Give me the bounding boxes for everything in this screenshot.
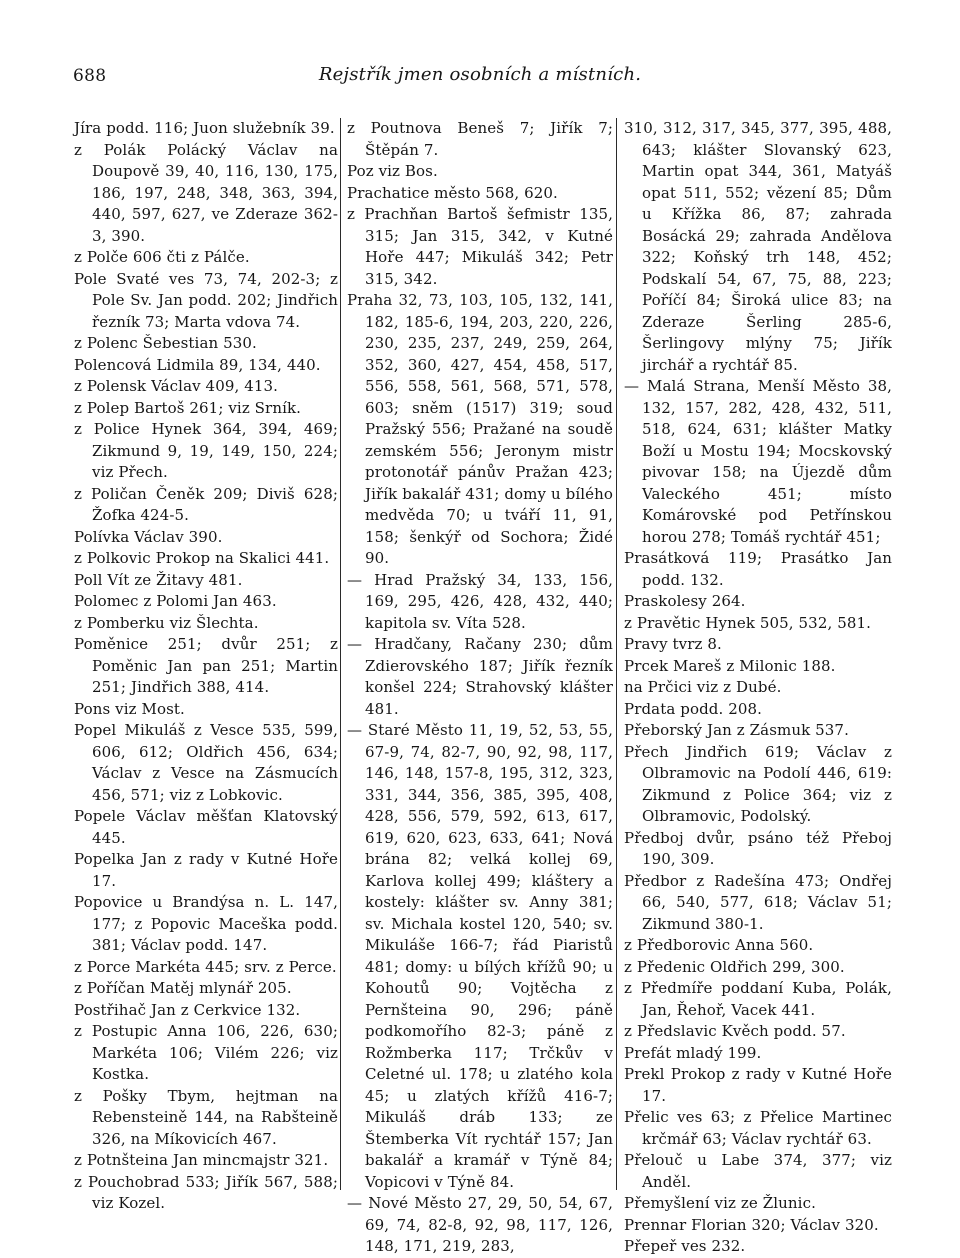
index-entry: Prcek Mareš z Milonic 188. bbox=[624, 656, 836, 675]
index-entry: z Poličan Čeněk 209; Diviš 628; Žofka 424-5. bbox=[74, 484, 338, 524]
index-entry: — Staré Město 11, 19, 52, 53, 55, 67-9, 74, 82-7, 90, 92, 98, 117, 146, 148, 157-8, 195, 312, 323, 331, 344, 356, 385, 395, 408, 428, 556, 579, 592, 613, 617, 619, 620, 623, 633, 641; Nová brána 82; velká kollej 69, Karlova kollej 499; kláštery a kostely: klášter sv. Anny 381; sv. Michala kostel 120, 540; sv. Mikuláše 166-7; řád Piaristů 481; domy: u bílých křížů 90; u Kohoutů 90; Vojtěcha z Pernšteina 90, 296; páně podkomořího 82-3; páně z Rožmberka 117; Trčkův v Celetné ul. 178; u zlatého kola 45; u zlatých křížů 416-7; Mikuláš dráb 133; ze Štemberka Vít rychtář 157; Jan bakalář a kramář v Týně 84; Vopicovi v Týně 84. bbox=[347, 721, 613, 1191]
column-rule-1 bbox=[340, 118, 341, 1190]
index-entry: 310, 312, 317, 345, 377, 395, 488, 643; klášter Slovanský 623, Martin opat 344, 361, Matyáš opat 511, 552; vězení 85; Dům u Křížka 86, 87; zahrada Bosácká 29; zahrada Andělova 322; Koňský trh 148, 452; Podskalí 54, 67, 75, 88, 223; Poříčí 84; Široká ulice 83; na Zderaze Šerling 285-6, Šerlingovy mlýny 75; Jiřík jirchář a rychtář 85. bbox=[624, 119, 892, 374]
index-entry: z Pravětic Hynek 505, 532, 581. bbox=[624, 613, 872, 632]
index-entry: Pole Svaté ves 73, 74, 202-3; z Pole Sv. Jan podd. 202; Jindřich řezník 73; Marta vdova 74. bbox=[74, 269, 338, 331]
index-entry: z Poříčan Matěj mlynář 205. bbox=[74, 979, 292, 997]
index-entry: Přelouč u Labe 374, 377; viz Anděl. bbox=[624, 1151, 892, 1191]
index-column-2 bbox=[347, 118, 613, 1258]
index-entry: z Polče 606 čti z Pálče. bbox=[74, 248, 250, 266]
index-entry: Pons viz Most. bbox=[74, 699, 185, 718]
index-entry: z Polkovic Prokop na Skalici 441. bbox=[74, 549, 330, 567]
index-entry: Praha 32, 73, 103, 105, 132, 141, 182, 185-6, 194, 203, 220, 226, 230, 235, 237, 249, 259, 264, 352, 360, 427, 454, 458, 517, 556, 558, 561, 568, 571, 578, 603; sněm (1517) 319; soud Pražský 556; Pražané na soudě zemském 556; Jeronym mistr protonotář pánův Pražan 423; Jiřík bakalář 431; domy u bílého medvěda 70; u tváří 11, 91, 158; šenkýř od Sochora; Židé 90. bbox=[347, 291, 613, 567]
index-entry: Předboj dvůr, psáno též Přeboj 190, 309. bbox=[624, 828, 892, 868]
index-entry: — Malá Strana, Menší Město 38, 132, 157, 282, 428, 432, 511, 518, 624, 631; klášter Matky Boží u Mostu 194; Mocskovský pivovar 158; na Újezdě dům Valeckého 451; místo Komárovské pod Petřínskou horou 278; Tomáš rychtář 451; bbox=[624, 377, 892, 546]
index-entry: Pravy tvrz 8. bbox=[624, 635, 722, 653]
index-entry: — Hrad Pražský 34, 133, 156, 169, 295, 426, 428, 432, 440; kapitola sv. Víta 528. bbox=[347, 570, 613, 632]
index-entry: Prasátková 119; Prasátko Jan podd. 132. bbox=[624, 549, 892, 589]
index-entry: Prefát mladý 199. bbox=[624, 1043, 762, 1062]
index-column-3 bbox=[624, 118, 892, 1258]
index-entry: z Předslavic Kvěch podd. 57. bbox=[624, 1022, 846, 1040]
index-entry: z Poutnova Beneš 7; Jiřík 7; Štěpán 7. bbox=[347, 119, 613, 159]
index-entry: z Polep Bartoš 261; viz Srník. bbox=[74, 398, 302, 417]
index-entry: z Polensk Václav 409, 413. bbox=[74, 377, 279, 395]
index-entry: Poz viz Bos. bbox=[347, 162, 438, 180]
index-entry: Jíra podd. 116; Juon služebník 39. bbox=[74, 119, 335, 137]
index-entry: z Polák Polácký Václav na Doupově 39, 40, 116, 130, 175, 186, 197, 248, 348, 363, 394, 440, 597, 627, ve Zderaze 362-3, 390. bbox=[74, 140, 338, 245]
running-head: Rejstřík jmen osobních a místních. bbox=[318, 64, 642, 85]
index-entry: Přepeř ves 232. bbox=[624, 1237, 746, 1255]
column-rule-2 bbox=[616, 118, 617, 1190]
index-entry: Prennar Florian 320; Václav 320. bbox=[624, 1215, 879, 1234]
index-entry: Polívka Václav 390. bbox=[74, 527, 223, 546]
index-entry: Přelic ves 63; z Přelice Martinec krčmář 63; Václav rychtář 63. bbox=[624, 1108, 892, 1148]
index-entry: Poměnice 251; dvůr 251; z Poměnic Jan pan 251; Martin 251; Jindřich 388, 414. bbox=[74, 635, 338, 696]
index-entry: z Postupic Anna 106, 226, 630; Markéta 106; Vilém 226; viz Kostka. bbox=[74, 1022, 338, 1083]
index-entry: Popovice u Brandýsa n. L. 147, 177; z Popovic Maceška podd. 381; Václav podd. 147. bbox=[74, 893, 338, 954]
index-entry: Prachatice město 568, 620. bbox=[347, 183, 558, 202]
index-entry: Polencová Lidmila 89, 134, 440. bbox=[74, 355, 321, 374]
index-entry: z Pouchobrad 533; Jiřík 567, 588; viz Kozel. bbox=[74, 1172, 338, 1212]
index-entry: z Předenic Oldřich 299, 300. bbox=[624, 957, 845, 976]
index-entry: — Hradčany, Račany 230; dům Zdierovského 187; Jiřík řezník konšel 224; Strahovský klášter 481. bbox=[347, 635, 613, 718]
index-entry: Přemyšlení viz ze Žlunic. bbox=[624, 1194, 816, 1212]
index-entry: Přech Jindřich 619; Václav z Olbramovic na Podolí 446, 619: Zikmund z Police 364; viz z Olbramovic, Podolský. bbox=[624, 742, 892, 825]
page-number: 688 bbox=[73, 66, 107, 86]
index-column-1 bbox=[74, 118, 338, 1215]
index-entry: Předbor z Radešína 473; Ondřej 66, 540, 577, 618; Václav 51; Zikmund 380-1. bbox=[624, 871, 892, 933]
index-entry: z Potnšteina Jan mincmajstr 321. bbox=[74, 1151, 329, 1169]
index-entry: z Pošky Tbym, hejtman na Rebensteině 144, na Rabšteině 326, na Míkovicích 467. bbox=[74, 1086, 338, 1148]
index-entry: Přeborský Jan z Zásmuk 537. bbox=[624, 721, 849, 739]
index-entry: Prekl Prokop z rady v Kutné Hoře 17. bbox=[624, 1065, 892, 1105]
index-entry: z Porce Markéta 445; srv. z Perce. bbox=[74, 957, 337, 976]
index-entry: Poll Vít ze Žitavy 481. bbox=[74, 570, 243, 589]
index-entry: z Předborovic Anna 560. bbox=[624, 936, 814, 954]
index-entry: z Prachňan Bartoš šefmistr 135, 315; Jan 315, 342, v Kutné Hoře 447; Mikuláš 342; Petr 315, 342. bbox=[347, 205, 613, 288]
index-entry: Popel Mikuláš z Vesce 535, 599, 606, 612; Oldřich 456, 634; Václav z Vesce na Zásmucích 456, 571; viz z Lobkovic. bbox=[74, 721, 338, 804]
index-entry: na Prčici viz z Dubé. bbox=[624, 678, 782, 696]
index-entry: Postřihač Jan z Cerkvice 132. bbox=[74, 1000, 301, 1019]
index-entry: z Pomberku viz Šlechta. bbox=[74, 613, 259, 632]
index-entry: Polomec z Polomi Jan 463. bbox=[74, 592, 277, 610]
index-entry: — Nové Město 27, 29, 50, 54, 67, 69, 74, 82-8, 92, 98, 117, 126, 148, 171, 219, 283, bbox=[347, 1194, 613, 1255]
index-entry: z Předmíře poddaní Kuba, Polák, Jan, Řehoř, Vacek 441. bbox=[624, 979, 892, 1019]
index-entry: z Police Hynek 364, 394, 469; Zikmund 9, 19, 149, 150, 224; viz Přech. bbox=[74, 420, 338, 481]
index-entry: Praskolesy 264. bbox=[624, 592, 746, 610]
index-entry: Prdata podd. 208. bbox=[624, 699, 763, 718]
index-entry: Popelka Jan z rady v Kutné Hoře 17. bbox=[74, 850, 338, 890]
index-entry: z Polenc Šebestian 530. bbox=[74, 334, 257, 352]
index-entry: Popele Václav měšťan Klatovský 445. bbox=[74, 807, 338, 847]
